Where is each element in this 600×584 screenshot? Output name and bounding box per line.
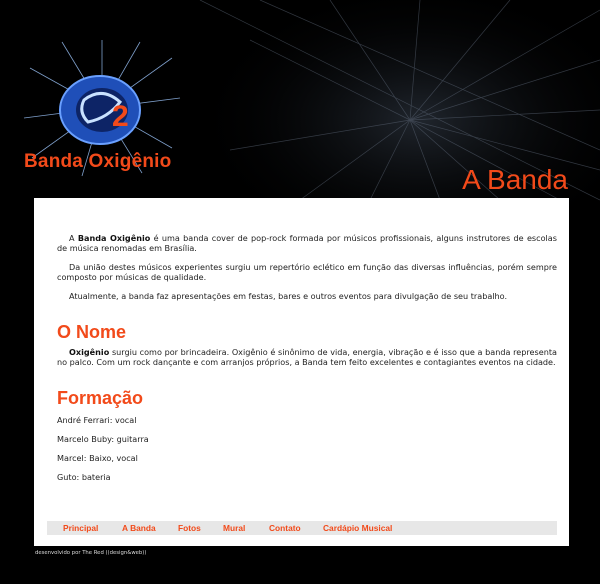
intro-rest: é uma banda cover de pop-rock formada por músicos profissionais, alguns instrutores de escolas de música renomadas em Brasília. bbox=[57, 233, 557, 253]
nome-paragraph bbox=[57, 347, 557, 367]
logo-mark-2: 2 bbox=[112, 100, 129, 133]
nome-bold: Oxigênio bbox=[69, 347, 110, 357]
nav-link-mural[interactable]: Mural bbox=[223, 523, 246, 533]
nav-link-cardapio-musical[interactable]: Cardápio Musical bbox=[323, 523, 393, 533]
footer-credit[interactable]: desenvolvido por The Red ((design&web)) bbox=[35, 550, 147, 556]
nav-link-principal[interactable]: Principal bbox=[63, 523, 99, 533]
nav-link-contato[interactable]: Contato bbox=[269, 523, 301, 533]
page-title: A Banda bbox=[462, 164, 568, 195]
member-item: Marcelo Buby: guitarra bbox=[57, 434, 149, 444]
section-title-nome: O Nome bbox=[57, 322, 127, 342]
nome-rest: surgiu como por brincadeira. Oxigênio é sinônimo de vida, energia, vibração e é isso que a banda representa no palco. Com um rock dançante e com arranjos próprios, a Banda tem feito excelentes e contagiantes eventos na cidade. bbox=[57, 347, 557, 367]
intro-paragraph-1 bbox=[57, 233, 557, 253]
bottom-nav bbox=[47, 521, 557, 535]
band-name-bold: Banda Oxigênio bbox=[77, 233, 151, 243]
nav-link-fotos[interactable]: Fotos bbox=[178, 523, 201, 533]
intro-prefix: A bbox=[69, 233, 78, 243]
member-item: André Ferrari: vocal bbox=[57, 415, 137, 425]
nav-link-a-banda[interactable]: A Banda bbox=[122, 523, 156, 533]
member-item: Marcel: Baixo, vocal bbox=[57, 453, 138, 463]
section-title-formacao: Formação bbox=[57, 388, 144, 408]
member-item: Guto: bateria bbox=[57, 472, 111, 482]
intro-paragraph-3: Atualmente, a banda faz apresentações em festas, bares e outros eventos para divulgação de seu trabalho. bbox=[69, 291, 508, 301]
main-content bbox=[57, 233, 557, 491]
intro-paragraph-2: Da união destes músicos experientes surgiu um repertório eclético em função das diversas influências, porém sempre composto por músicas de qualidade. bbox=[57, 262, 557, 282]
logo-text[interactable]: Banda Oxigênio bbox=[24, 151, 172, 172]
content-panel bbox=[34, 198, 569, 546]
